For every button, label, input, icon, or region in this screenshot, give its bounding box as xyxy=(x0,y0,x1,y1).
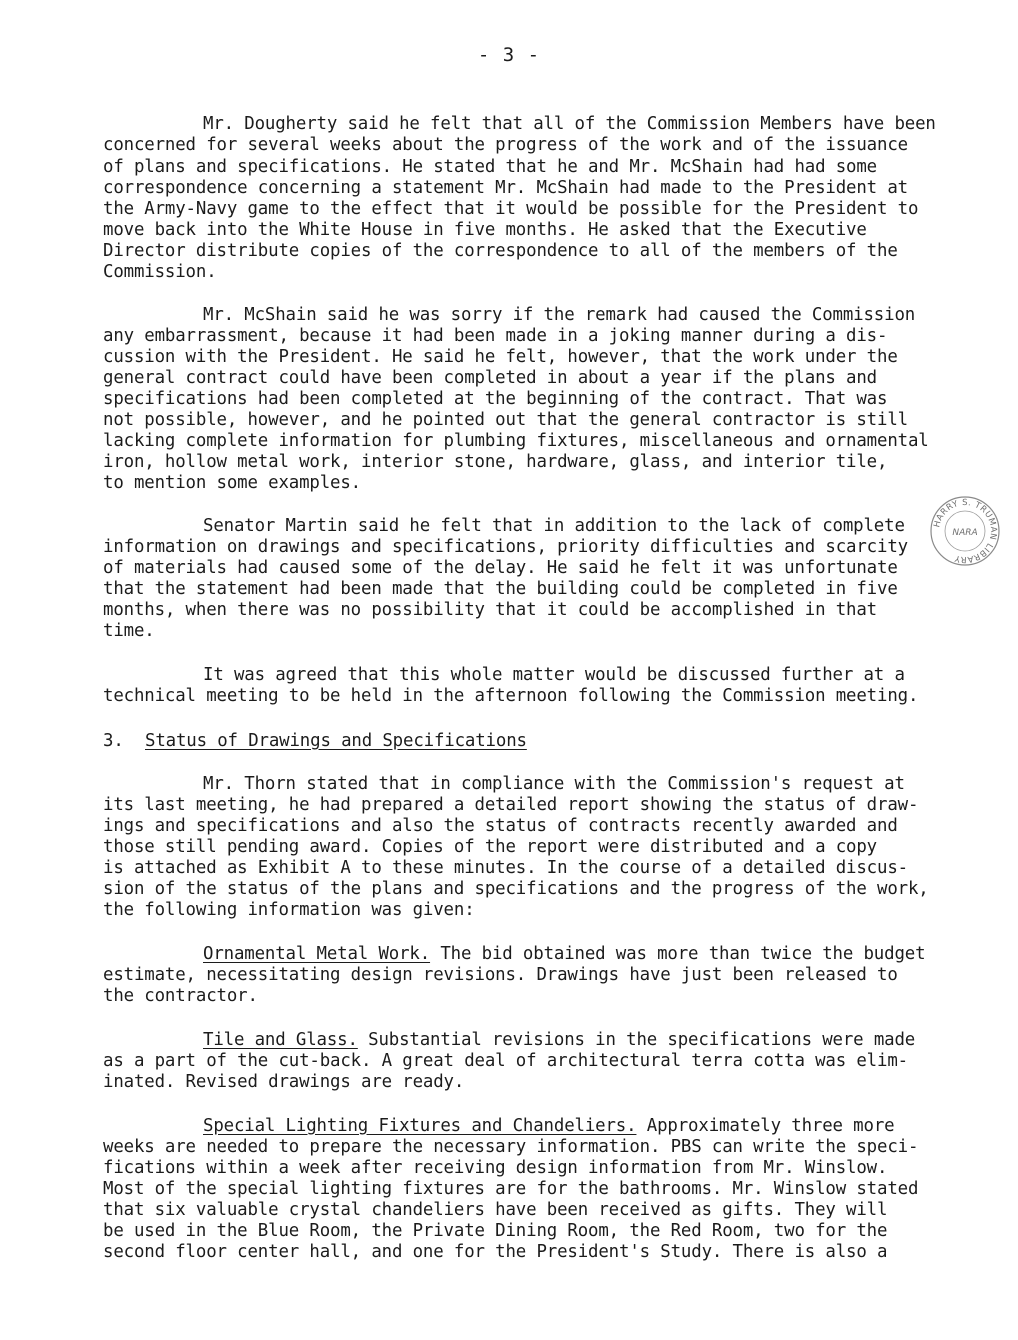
text-line: The bid obtained was more than twice the budget xyxy=(430,944,926,964)
text-line: as a part of the cut-back. A great deal of architectural terra cotta was elim- xyxy=(103,1051,908,1071)
text-line: months, when there was no possibility that it could be accomplished in that xyxy=(103,600,878,620)
text-line: is attached as Exhibit A to these minutes. In the course of a detailed discus- xyxy=(103,858,908,878)
text-line: weeks are needed to prepare the necessary information. PBS can write the speci- xyxy=(103,1137,919,1157)
text-line: Commission. xyxy=(103,262,217,282)
text-line: estimate, necessitating design revisions. Drawings have just been released to xyxy=(103,965,898,985)
text-line: concerned for several weeks about the progress of the work and of the issuance xyxy=(103,135,908,155)
stamp-ring-text: HARRY S. TRUMAN LIBRARY xyxy=(932,497,999,565)
text-line: the contractor. xyxy=(103,986,258,1006)
text-line: that the statement had been made that the building could be completed in five xyxy=(103,579,898,599)
text-line: not possible, however, and he pointed out that the general contractor is still xyxy=(103,410,908,430)
text-line: move back into the White House in five months. He asked that the Executive xyxy=(103,220,867,240)
text-line: correspondence concerning a statement Mr. McShain had made to the President at xyxy=(103,178,908,198)
text-line: general contract could have been completed in about a year if the plans and xyxy=(103,368,878,388)
item-heading: Ornamental Metal Work. xyxy=(203,944,431,964)
text-line: to mention some examples. xyxy=(103,473,362,493)
text-line: lacking complete information for plumbing fixtures, miscellaneous and ornamental xyxy=(103,431,929,451)
text-line: Mr. McShain said he was sorry if the remark had caused the Commission xyxy=(203,305,916,325)
section-title: Status of Drawings and Specifications xyxy=(145,731,527,751)
text-line: Director distribute copies of the correspondence to all of the members of the xyxy=(103,241,898,261)
text-line: the Army-Navy game to the effect that it would be possible for the President to xyxy=(103,199,919,219)
text-line: Mr. Thorn stated that in compliance with the Commission's request at xyxy=(203,774,905,794)
text-line: It was agreed that this whole matter would be discussed further at a xyxy=(203,665,905,685)
page-number: - 3 - xyxy=(477,44,541,66)
stamp-center-text: NARA xyxy=(952,528,978,538)
text-line: sion of the status of the plans and specifications and the progress of the work, xyxy=(103,879,929,899)
text-line: those still pending award. Copies of the report were distributed and a copy xyxy=(103,837,878,857)
section-number: 3. xyxy=(103,731,124,751)
text-line: Approximately three more xyxy=(636,1116,895,1136)
library-stamp xyxy=(928,494,1002,568)
text-line: technical meeting to be held in the afternoon following the Commission meeting. xyxy=(103,686,919,706)
text-line: any embarrassment, because it had been made in a joking manner during a dis- xyxy=(103,326,888,346)
text-line: cussion with the President. He said he felt, however, that the work under the xyxy=(103,347,898,367)
text-line: Most of the special lighting fixtures are for the bathrooms. Mr. Winslow stated xyxy=(103,1179,919,1199)
text-line: time. xyxy=(103,621,155,641)
text-line: information on drawings and specifications, priority difficulties and scarcity xyxy=(103,537,908,557)
text-line: iron, hollow metal work, interior stone, hardware, glass, and interior tile, xyxy=(103,452,888,472)
text-line: Mr. Dougherty said he felt that all of the Commission Members have been xyxy=(203,114,936,134)
text-line: Substantial revisions in the specifications were made xyxy=(357,1030,916,1050)
text-line: be used in the Blue Room, the Private Dining Room, the Red Room, two for the xyxy=(103,1221,888,1241)
text-line: Senator Martin said he felt that in addition to the lack of complete xyxy=(203,516,905,536)
text-line: of materials had caused some of the delay. He said he felt it was unfortunate xyxy=(103,558,898,578)
text-line: fications within a week after receiving design information from Mr. Winslow. xyxy=(103,1158,888,1178)
text-line: ings and specifications and also the status of contracts recently awarded and xyxy=(103,816,898,836)
text-line: that six valuable crystal chandeliers have been received as gifts. They will xyxy=(103,1200,888,1220)
item-heading: Special Lighting Fixtures and Chandeliers. xyxy=(203,1116,637,1136)
text-line: its last meeting, he had prepared a detailed report showing the status of draw- xyxy=(103,795,919,815)
item-heading: Tile and Glass. xyxy=(203,1030,358,1050)
text-line: second floor center hall, and one for the President's Study. There is also a xyxy=(103,1242,888,1262)
text-line: of plans and specifications. He stated that he and Mr. McShain had had some xyxy=(103,157,878,177)
text-line: the following information was given: xyxy=(103,900,475,920)
text-line: inated. Revised drawings are ready. xyxy=(103,1072,465,1092)
text-line: specifications had been completed at the beginning of the contract. That was xyxy=(103,389,888,409)
